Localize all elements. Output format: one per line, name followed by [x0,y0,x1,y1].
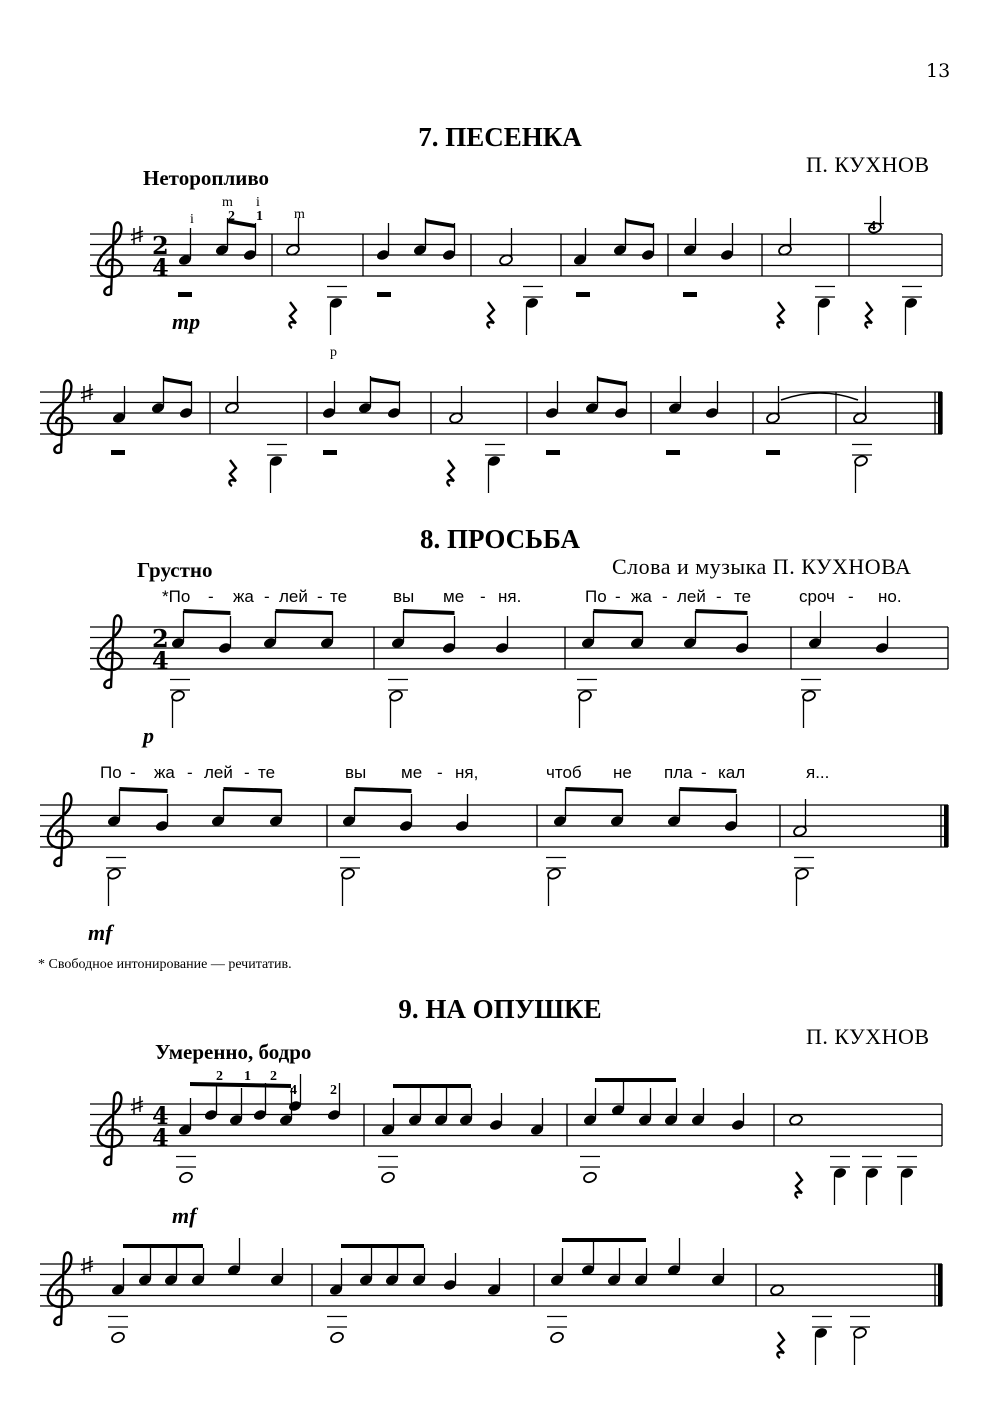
lyric-hyphen: - [701,763,707,782]
beam [625,219,653,228]
treble-clef [48,793,72,865]
rest [111,450,125,455]
dynamic-mf: mf [172,1203,197,1228]
treble-clef [98,222,122,294]
rest [546,450,560,455]
staff [90,1092,942,1164]
sharp-sign [81,1256,93,1274]
lyric-syllable: лей [204,763,233,782]
sharp-sign [131,226,143,244]
rest [178,292,192,297]
piece-7-title: 7. ПЕСЕНКА [418,122,582,152]
lyric-hyphen: - [437,763,443,782]
tie [781,393,858,400]
quarter-rest [795,1172,802,1198]
time-signature-bottom: 4 [152,253,169,282]
fingering-mark: p [330,345,337,360]
lyric-syllable: те [734,587,752,606]
lyric-hyphen: - [317,587,323,606]
fingering-mark: i [190,212,194,227]
beam [425,219,454,228]
lyric-syllable: жа [154,763,175,782]
lyric-syllable: я... [806,763,830,782]
beam [355,787,412,793]
staff [40,380,943,452]
lyric-syllable: лей [677,587,706,606]
footnote: * Свободное интонирование — речитатив. [38,957,292,972]
lyric-hyphen: - [716,587,722,606]
fingering-mark: 1 [256,209,263,224]
note-head [179,1171,194,1184]
quarter-rest [447,460,454,486]
beam [224,787,282,793]
lyric-hyphen: - [244,763,250,782]
fingering-mark: 2 [330,1083,337,1098]
quarter-rest [289,302,296,328]
sharp-sign [131,1096,143,1114]
quarter-rest [865,302,872,328]
lyric-hyphen: - [848,587,854,606]
final-barline [938,392,943,434]
lyric-hyphen: - [130,763,136,782]
beam [120,787,168,793]
quarter-rest [777,1332,784,1358]
quarter-rest [487,302,494,328]
note-head [550,1331,565,1344]
sharp-sign [81,384,93,402]
note-head [330,1331,345,1344]
page-number: 13 [926,60,951,82]
lyric-hyphen: - [615,587,621,606]
fingering-mark: i [256,195,260,210]
beam [123,1244,203,1248]
time-signature-bottom: 4 [152,1123,169,1152]
beam [594,609,643,615]
dynamic-mf: mf [88,920,113,945]
fingering-mark: 4 [290,1083,297,1098]
lyric-syllable: По [100,763,122,782]
lyric-syllable: не [613,763,632,782]
dynamic-p: p [143,723,154,748]
piece-7-composer: П. КУХНОВ [806,152,930,177]
treble-clef [48,1252,72,1324]
beam [163,377,191,386]
lyric-syllable: жа [233,587,254,606]
piece-8-tempo: Грустно [137,558,213,582]
beam [562,1238,646,1242]
lyric-syllable: По [585,587,607,606]
fingering-mark: m [222,195,233,210]
beam [184,609,231,615]
rest [666,450,680,455]
rest [683,292,697,297]
lyric-syllable: ме [401,763,423,782]
lyric-syllable: ме [443,587,465,606]
treble-clef [98,1092,122,1164]
fingering-mark: m [294,207,305,222]
treble-clef [48,380,72,452]
lyric-syllable: те [330,587,348,606]
rest [576,292,590,297]
lyric-hyphen: - [208,587,214,606]
staff [40,793,949,865]
lyric-syllable: но. [878,587,902,606]
fingering-mark: 2 [228,209,235,224]
time-signature-bottom: 4 [152,646,169,675]
rest [377,292,391,297]
rest [766,450,780,455]
lyric-syllable: вы [345,763,367,782]
time-signature-top: 2 [152,624,169,653]
piece-7-tempo: Неторопливо [143,166,270,190]
time-signature-top: 2 [152,231,169,260]
staff [90,615,948,687]
lyric-hyphen: - [480,587,486,606]
beam [566,787,623,793]
fingering-mark: 1 [244,1069,251,1084]
note-head [583,1171,598,1184]
lyric-syllable: вы [393,587,415,606]
lyric-hyphen: - [264,587,270,606]
time-signature-top: 4 [152,1101,169,1130]
treble-clef [98,615,122,687]
beam [595,1078,676,1082]
beam [680,787,737,793]
quarter-rest [229,460,236,486]
fingering-mark: 4 [869,219,876,234]
beam [696,609,748,615]
lyric-syllable: жа [631,587,652,606]
piece-8-composer: Слова и музыка П. КУХНОВА [612,554,912,579]
note-head [111,1331,126,1344]
piece-9-tempo: Умеренно, бодро [155,1040,312,1064]
beam [341,1244,424,1248]
rest [323,450,337,455]
note-head [381,1171,396,1184]
piece-8-title: 8. ПРОСЬБА [419,524,580,554]
fingering-mark: 2 [270,1069,277,1084]
beam [597,377,626,386]
fingering-mark: 2 [216,1069,223,1084]
piece-9-composer: П. КУХНОВ [806,1024,930,1049]
lyric-syllable: кал [718,763,746,782]
beam [276,609,333,615]
beam [404,609,455,615]
lyric-syllable: чтоб [546,763,582,782]
quarter-rest [777,302,784,328]
lyric-syllable: пла [664,763,693,782]
lyric-hyphen: - [187,763,193,782]
lyric-syllable: те [258,763,276,782]
lyric-syllable: ня, [455,763,479,782]
lyric-syllable: *По [162,587,191,606]
final-barline [944,805,949,847]
dynamic-mp: mp [172,309,201,334]
beam [393,1084,471,1088]
lyric-hyphen: - [662,587,668,606]
staff [90,222,942,294]
final-barline [938,1264,943,1306]
lyric-syllable: лей [279,587,308,606]
lyric-syllable: сроч [799,587,835,606]
lyric-syllable: ня. [498,587,522,606]
piece-9-title: 9. НА ОПУШКЕ [398,994,602,1024]
beam [370,377,399,386]
